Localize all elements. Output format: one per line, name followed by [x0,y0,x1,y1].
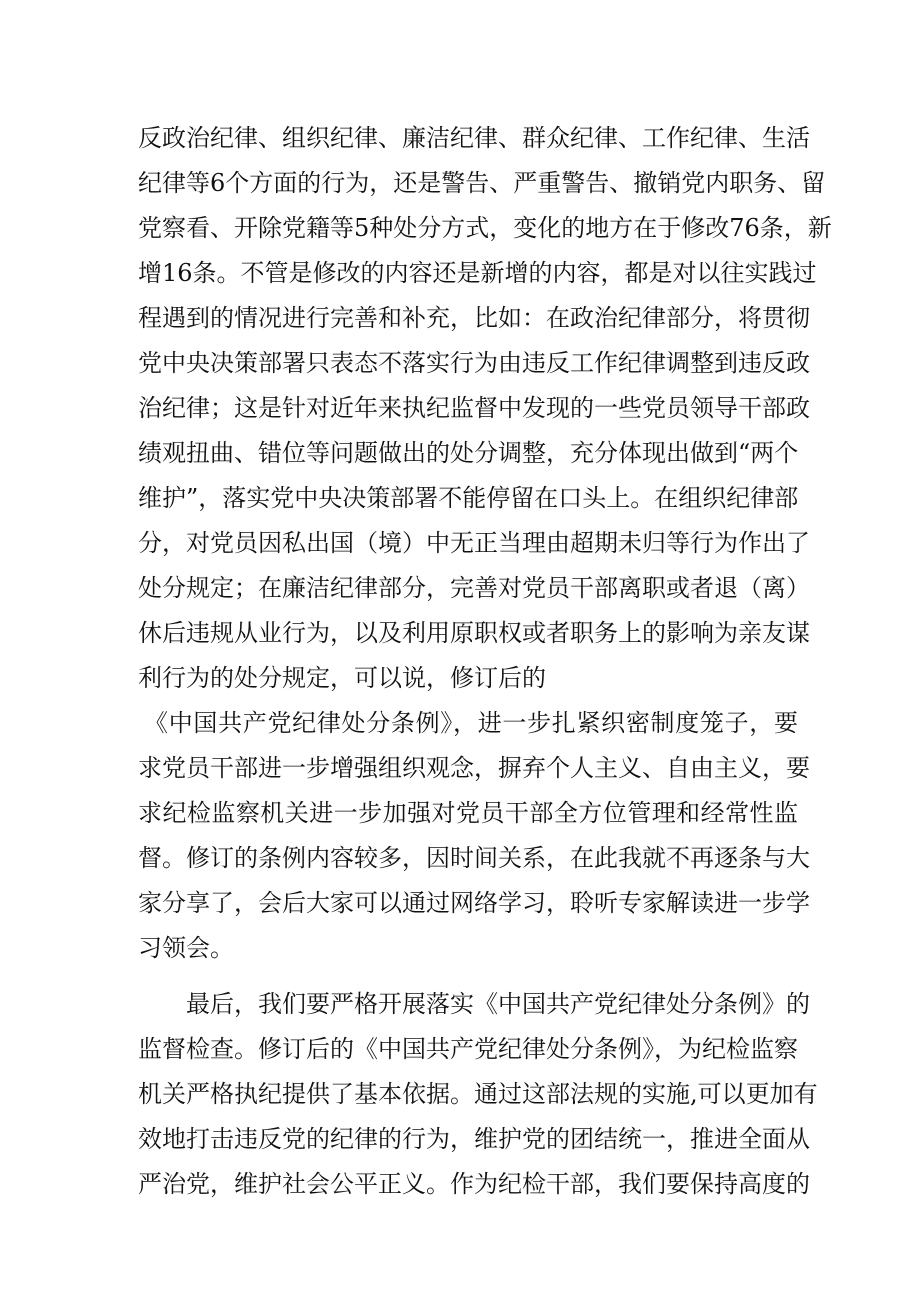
text-line: 求党员干部进一步增强组织观念，摒弃个人主义、自由主义，要 [138,754,810,782]
text-line: 家分享了，会后大家可以通过网络学习，聆听专家解读进一步学 [138,889,810,917]
text-line: 治纪律；这是针对近年来执纪监督中发现的一些党员领导干部政 [138,394,810,422]
text-line: 监督检查。修订后的《中国共产党纪律处分条例》，为纪检监察 [138,1035,798,1063]
text-line: 机关严格执纪提供了基本依据。通过这部法规的实施,可以更加有 [138,1080,818,1108]
paragraph-first-line: 最后，我们要严格开展落实《中国共产党纪律处分条例》的 [186,990,810,1018]
text-line: 绩观扭曲、错位等问题做出的处分调整，充分体现出做到“两个 [138,439,799,467]
text-line: 效地打击违反党的纪律的行为，维护党的团结统一，推进全面从 [138,1125,810,1153]
text-line: 处分规定；在廉洁纪律部分，完善对党员干部离职或者退（离） [138,574,810,602]
text-line: 党中央决策部署只表态不落实行为由违反工作纪律调整到违反政 [138,349,810,377]
text-line: 习领会。 [138,934,234,962]
text-line: 求纪检监察机关进一步加强对党员干部全方位管理和经常性监 [138,799,798,827]
text-line: 督。修订的条例内容较多，因时间关系，在此我就不再逐条与大 [138,844,810,872]
text-line: 反政治纪律、组织纪律、廉洁纪律、群众纪律、工作纪律、生活 [138,124,810,152]
text-line: 利行为的处分规定，可以说，修订后的 [138,664,546,692]
text-line: 程遇到的情况进行完善和补充，比如：在政治纪律部分，将贯彻 [138,304,810,332]
text-line: 《中国共产党纪律处分条例》，进一步扎紧织密制度笼子，要 [144,709,798,737]
text-line: 严治党，维护社会公平正义。作为纪检干部，我们要保持高度的 [138,1170,810,1198]
text-line: 分，对党员因私出国（境）中无正当理由超期未归等行为作出了 [138,529,810,557]
text-line: 纪律等6个方面的行为，还是警告、严重警告、撤销党内职务、留 [138,169,826,197]
text-line: 党察看、开除党籍等5种处分方式，变化的地方在于修改76条，新 [138,214,832,242]
text-line: 休后违规从业行为，以及利用原职权或者职务上的影响为亲友谋 [138,619,810,647]
text-line: 增16条。不管是修改的内容还是新增的内容，都是对以往实践过 [138,259,817,287]
text-line: 维护”，落实党中央决策部署不能停留在口头上。在组织纪律部 [138,484,799,512]
